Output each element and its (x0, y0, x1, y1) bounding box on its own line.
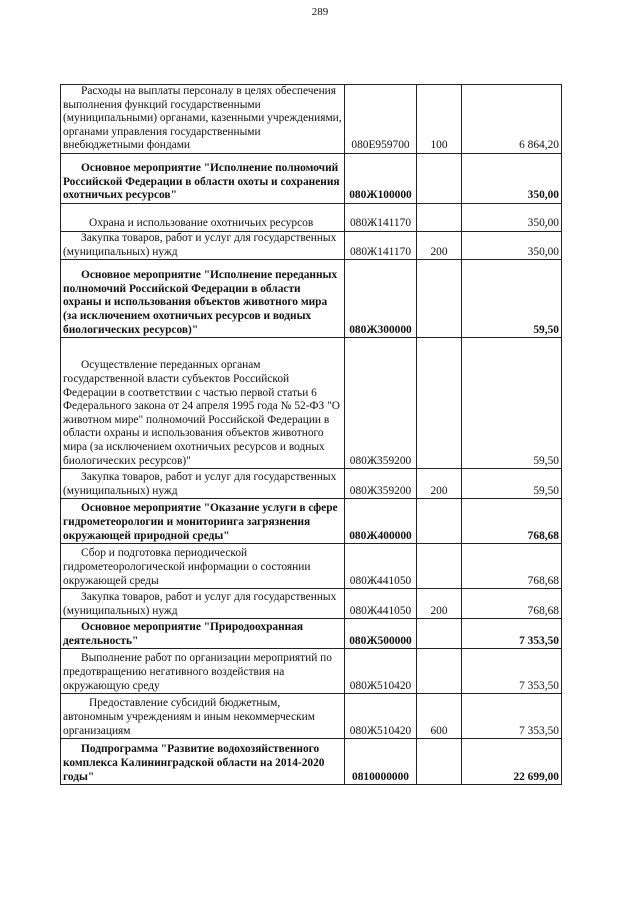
row-name: Закупка товаров, работ и услуг для государственных (муниципальных) нужд (61, 469, 345, 499)
row-expense-type: 600 (417, 694, 462, 739)
row-name: Осуществление переданных органам государственной власти субъектов Российской Федерации в соответствии с частью первой статьи 6 Федерального закона от 24 апреля 1995 года № 52-ФЗ "О животном мире" полномочий Российской Федерации в области охраны и использования объектов животного мира (за исключением охотничьих ресурсов и водных биологических ресурсов)" (61, 338, 345, 469)
row-name: Подпрограмма "Развитие водохозяйственного комплекса Калининградской области на 2014-2020 годы" (61, 739, 345, 785)
row-name: Основное мероприятие "Исполнение переданных полномочий Российской Федерации в области охраны и использования объектов животного мира (за исключением охотничьих ресурсов и водных биологических ресурсов)" (61, 260, 345, 338)
row-sum: 59,50 (462, 260, 562, 338)
row-expense-type (417, 619, 462, 649)
row-name: Основное мероприятие "Оказание услуги в сфере гидрометеорологии и мониторинга загрязнения окружающей природной среды" (61, 499, 345, 544)
row-expense-type: 200 (417, 232, 462, 260)
row-name: Предоставление субсидий бюджетным, автономным учреждениям и иным некоммерческим организациям (61, 694, 345, 739)
row-expense-type (417, 260, 462, 338)
table-row (61, 619, 562, 649)
row-sum: 350,00 (462, 232, 562, 260)
table-row (61, 649, 562, 694)
row-code: 080Ж400000 (345, 499, 417, 544)
table-row (61, 85, 562, 154)
row-sum: 6 864,20 (462, 85, 562, 154)
row-expense-type (417, 739, 462, 785)
row-code: 080Ж300000 (345, 260, 417, 338)
table-row (61, 694, 562, 739)
row-code: 080Ж141170 (345, 232, 417, 260)
table-row (61, 739, 562, 785)
row-sum: 22 699,00 (462, 739, 562, 785)
row-expense-type (417, 649, 462, 694)
row-code: 080Ж500000 (345, 619, 417, 649)
row-name: Основное мероприятие "Природоохранная деятельность" (61, 619, 345, 649)
row-code: 080Ж441050 (345, 589, 417, 619)
row-sum: 59,50 (462, 469, 562, 499)
row-sum: 7 353,50 (462, 649, 562, 694)
row-expense-type (417, 499, 462, 544)
row-expense-type: 100 (417, 85, 462, 154)
row-sum: 768,68 (462, 544, 562, 589)
table-row (61, 499, 562, 544)
row-expense-type (417, 204, 462, 232)
table-row (61, 544, 562, 589)
row-code: 080Ж359200 (345, 338, 417, 469)
budget-table (60, 84, 562, 785)
row-name: Сбор и подготовка периодической гидрометеорологической информации о состоянии окружающей среды (61, 544, 345, 589)
row-name: Охрана и использование охотничьих ресурсов (61, 204, 345, 232)
table-row (61, 589, 562, 619)
row-sum: 7 353,50 (462, 619, 562, 649)
row-expense-type: 200 (417, 469, 462, 499)
table-row (61, 232, 562, 260)
table-row (61, 260, 562, 338)
row-expense-type (417, 338, 462, 469)
row-code: 080Ж100000 (345, 154, 417, 204)
row-sum: 350,00 (462, 154, 562, 204)
row-name: Основное мероприятие "Исполнение полномочий Российской Федерации в области охоты и сохранения охотничьих ресурсов" (61, 154, 345, 204)
row-name: Закупка товаров, работ и услуг для государственных (муниципальных) нужд (61, 589, 345, 619)
row-code: 080Ж359200 (345, 469, 417, 499)
page-number: 289 (311, 6, 329, 18)
row-code: 080Ж141170 (345, 204, 417, 232)
table-row (61, 154, 562, 204)
table-row (61, 469, 562, 499)
row-expense-type (417, 154, 462, 204)
row-name: Выполнение работ по организации мероприятий по предотвращению негативного воздействия на окружающую среду (61, 649, 345, 694)
row-code: 0810000000 (345, 739, 417, 785)
row-code: 080Ж510420 (345, 649, 417, 694)
row-expense-type: 200 (417, 589, 462, 619)
row-sum: 768,68 (462, 499, 562, 544)
row-sum: 59,50 (462, 338, 562, 469)
row-name: Расходы на выплаты персоналу в целях обеспечения выполнения функций государственными (муниципальными) органами, казенными учреждениями, органами управления государственными внебюджетными фондами (61, 85, 345, 154)
table-row (61, 204, 562, 232)
table-row (61, 338, 562, 469)
row-code: 080Ж441050 (345, 544, 417, 589)
row-expense-type (417, 544, 462, 589)
row-name: Закупка товаров, работ и услуг для государственных (муниципальных) нужд (61, 232, 345, 260)
row-sum: 768,68 (462, 589, 562, 619)
row-sum: 7 353,50 (462, 694, 562, 739)
row-code: 080Ж510420 (345, 694, 417, 739)
row-sum: 350,00 (462, 204, 562, 232)
row-code: 080Е959700 (345, 85, 417, 154)
